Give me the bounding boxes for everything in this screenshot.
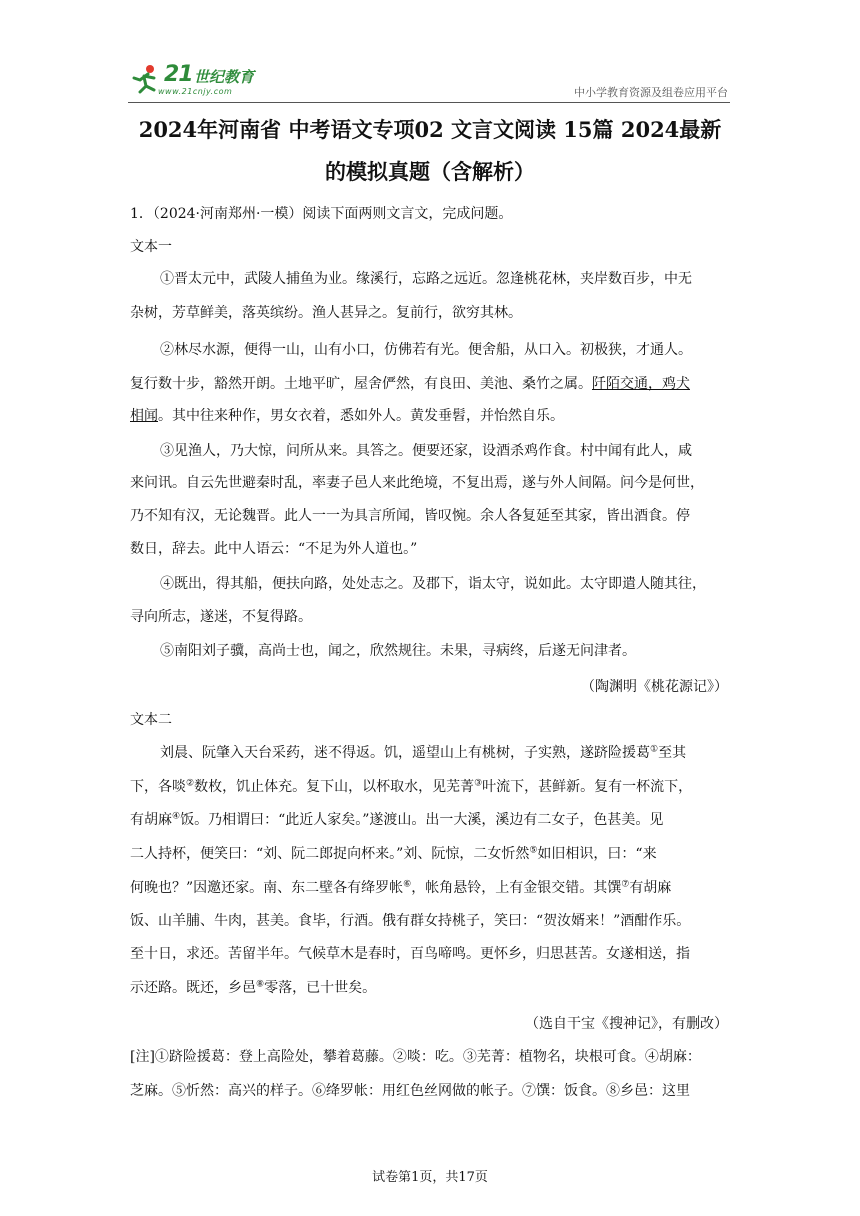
page-header [128,60,730,103]
text-line: 二人持杯，便笑曰：“刘、阮二郎捉向杯来。”刘、阮惊，二女忻然⑤如旧相识，曰：“来 [130,845,657,862]
text2-label: 文本二 [130,712,172,728]
footnote-marker: ⑤ [529,845,538,856]
question-intro: 1．（2024·河南郑州·一模）阅读下面两则文言文，完成问题。 [130,206,513,222]
footnote-marker: ⑧ [256,979,265,990]
text-line: ④既出，得其船，便扶向路，处处志之。及郡下，诣太守，说如此。太守即遣人随其往， [160,576,706,592]
text-segment: 复行数十步，豁然开朗。土地平旷，屋舍俨然，有良田、美池、桑竹之属。 [130,376,592,392]
logo [128,60,268,100]
notes-line: 芝麻。⑤忻然：高兴的样子。⑥绛罗帐：用红色丝网做的帐子。⑦馔：饭食。⑧乡邑：这里 [130,1083,690,1099]
text-line: ③见渔人，乃大惊，问所从来。具答之。便要还家，设酒杀鸡作食。村中闻有此人，咸 [160,443,692,459]
text-line: 至十日，求还。苦留半年。气候草木是春时，百鸟啼鸣。更怀乡，归思甚苦。女遂相送，指 [130,946,690,962]
page-title-line2: 的模拟真题（含解析） [325,159,535,184]
text-line: ⑤南阳刘子骥，高尚士也，闻之，欣然规往。未果，寻病终，后遂无问津者。 [160,643,636,659]
text-line [130,373,690,393]
text-line: 杂树，芳草鲜美，落英缤纷。渔人甚异之。复前行，欲穷其林。 [130,305,522,321]
underlined-phrase: 阡陌交通，鸡犬 [592,376,690,392]
text-line: 有胡麻④饭。乃相谓曰：“此近人家矣。”遂渡山。出一大溪，溪边有二女子，色甚美。见 [130,811,664,828]
footnote-marker: ② [186,778,195,789]
footnote-marker: ④ [172,811,181,822]
header-platform-text: 中小学教育资源及组卷应用平台 [574,86,728,99]
source-citation: （陶渊明《桃花源记》） [581,679,728,695]
source-citation: （选自干宝《搜神记》，有删改） [525,1016,728,1032]
text-line: ①晋太元中，武陵人捕鱼为业。缘溪行，忘路之远近。忽逢桃花林，夹岸数百步，中无 [160,271,692,287]
notes-line: [注]①跻险援葛：登上高险处，攀着葛藤。②啖：吃。③芜菁：植物名，块根可食。④胡麻： [130,1049,701,1065]
text-line [130,405,564,425]
text-line: 来问讯。自云先世避秦时乱，率妻子邑人来此绝境，不复出焉，遂与外人间隔。问今是何世， [130,475,704,491]
text-line: 饭、山羊脯、牛肉，甚美。食毕，行酒。俄有群女持桃子，笑曰：“贺汝婿来！”酒酣作乐。 [130,913,691,929]
underlined-phrase: 相闻 [130,408,158,424]
text-line: 寻向所志，遂迷，不复得路。 [130,609,312,625]
logo-number: 21 [164,62,193,87]
footnote-marker: ⑥ [403,879,412,890]
text-line: 刘晨、阮肇入天台采药，迷不得返。饥，遥望山上有桃树，子实熟，遂跻险援葛①至其 [160,744,687,761]
text-line: 下，各啖②数枚，饥止体充。复下山，以杯取水，见芜菁③叶流下，甚鲜新。复有一杯流下， [130,778,693,795]
text-line: 示还路。既还，乡邑⑧零落，已十世矣。 [130,979,377,996]
text-line: 何晚也？”因邀还家。南、东二壁各有绛罗帐⑥，帐角悬铃，上有金银交错。其馔⑦有胡麻 [130,879,672,896]
footnote-marker: ③ [474,778,483,789]
page-title-line1: 2024年河南省 中考语文专项02 文言文阅读 15篇 2024最新 [138,117,722,142]
text-segment: 。其中往来种作，男女衣着，悉如外人。黄发垂髫，并怡然自乐。 [158,408,564,424]
footnote-marker: ⑦ [621,879,630,890]
page-footer: 试卷第1页，共17页 [372,1170,488,1185]
text1-label: 文本一 [130,239,172,255]
logo-text: 世纪教育 [194,68,255,86]
text-line: 数日，辞去。此中人语云：“不足为外人道也。” [130,541,418,557]
logo-url: www.21cnjy.com [158,87,233,96]
text-line: ②林尽水源，便得一山，山有小口，仿佛若有光。便舍船，从口入。初极狭，才通人。 [160,342,692,358]
text-line: 乃不知有汉，无论魏晋。此人一一为具言所闻，皆叹惋。余人各复延至其家，皆出酒食。停 [130,508,690,524]
runner-logo-icon [130,64,160,94]
footnote-marker: ① [650,744,659,755]
